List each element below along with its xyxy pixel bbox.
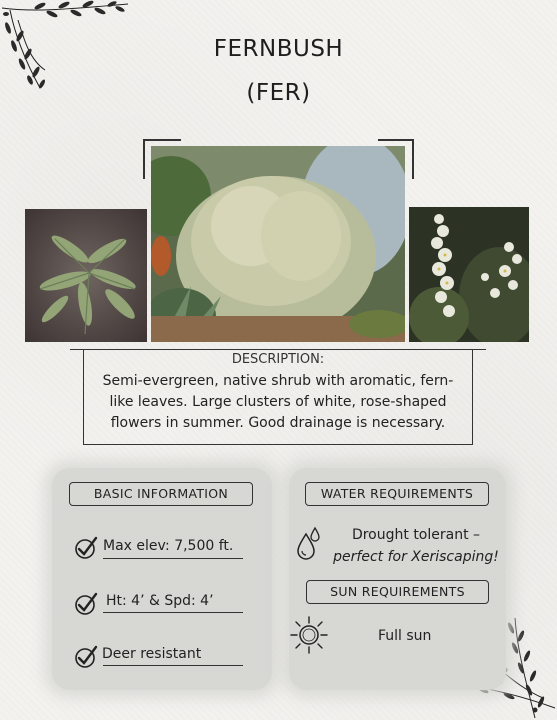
water-drops-icon (295, 526, 323, 562)
fern-leaf-photo (25, 209, 147, 342)
info-item-height-spread: Ht: 4’ & Spd: 4’ (106, 593, 214, 609)
item-underline (103, 558, 243, 559)
check-icon (74, 592, 98, 616)
info-item-deer-resistant: Deer resistant (102, 646, 202, 662)
water-requirement-text (326, 524, 506, 568)
sun-requirement-text: Full sun (378, 628, 432, 644)
fernbush-shrub-photo (151, 146, 405, 342)
page-title: FERNBUSH (213, 36, 344, 62)
sun-requirements-heading: SUN REQUIREMENTS (306, 580, 489, 604)
water-requirements-heading: WATER REQUIREMENTS (305, 482, 489, 506)
frame-line (412, 139, 414, 179)
frame-line (378, 139, 414, 141)
item-underline (103, 612, 243, 613)
description-box (83, 349, 473, 445)
water-line-2: perfect for Xeriscaping! (333, 549, 499, 565)
description-text: Semi-evergreen, native shrub with aromatic, fern-like leaves. Large clusters of white, rose-shaped flowers in summer. Good drainage is necessary. (102, 373, 454, 431)
page-subtitle-code: (FER) (246, 80, 311, 106)
basic-information-heading: BASIC INFORMATION (69, 482, 253, 506)
check-icon (74, 645, 98, 669)
check-icon (74, 536, 98, 560)
fernbush-flowers-photo (409, 207, 529, 342)
info-item-max-elevation: Max elev: 7,500 ft. (103, 538, 234, 554)
description-heading: DESCRIPTION: (231, 352, 325, 367)
water-line-1: Drought tolerant – (351, 527, 481, 543)
frame-line (143, 139, 181, 141)
frame-line (143, 139, 145, 179)
sun-icon (289, 615, 329, 655)
item-underline (103, 665, 243, 666)
